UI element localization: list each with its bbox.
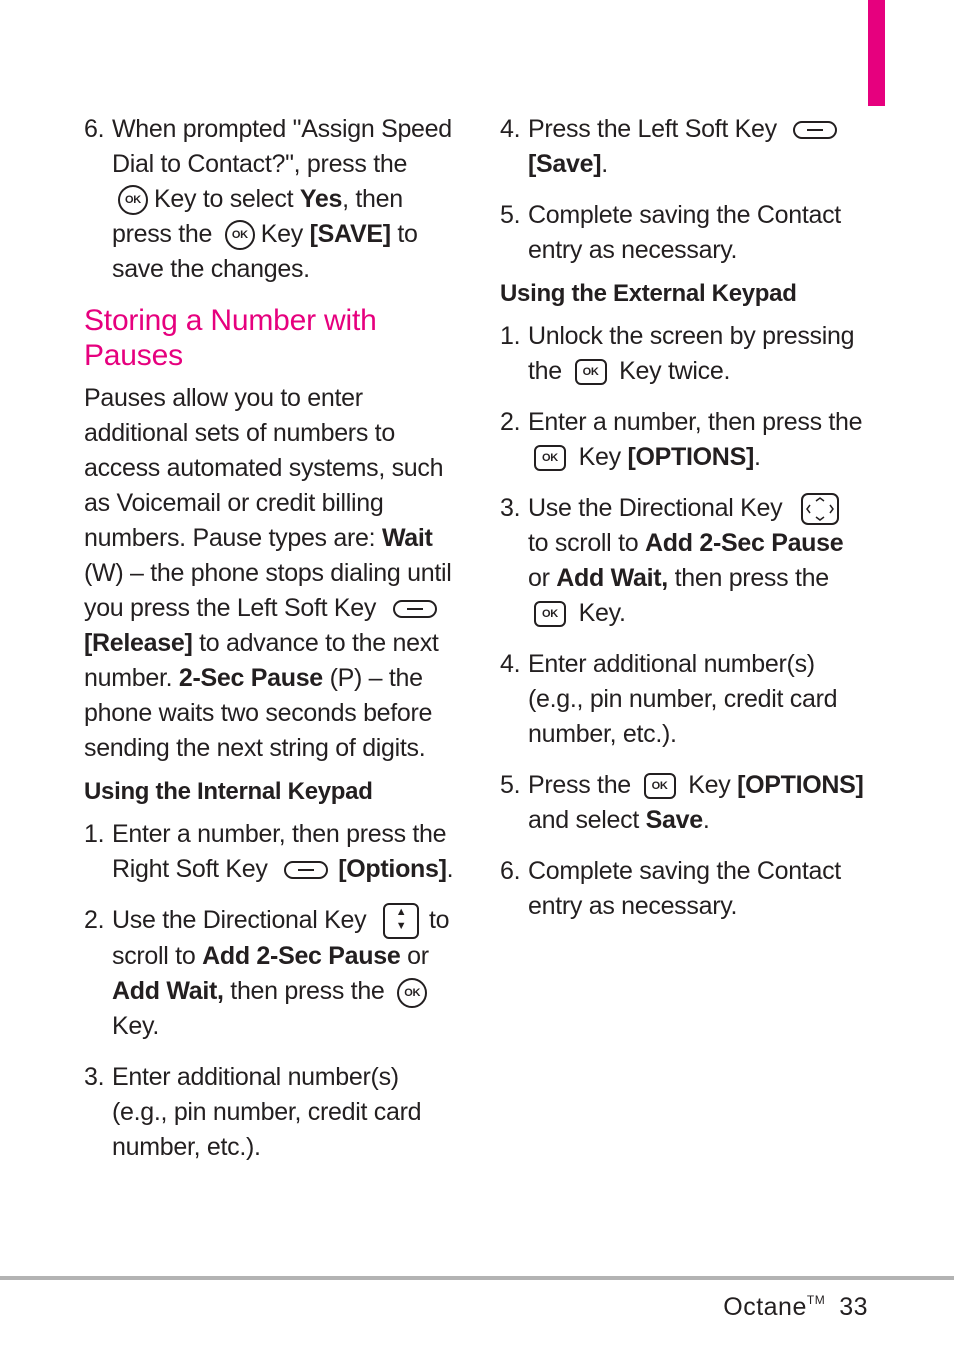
intro-paragraph bbox=[84, 381, 454, 766]
step-text: Use the Directional Key bbox=[528, 494, 783, 522]
page-number: 33 bbox=[839, 1293, 868, 1321]
step-text: Key bbox=[688, 771, 731, 799]
step-number: 5. bbox=[500, 201, 521, 229]
external-step-1 bbox=[500, 319, 870, 389]
step-number: 4. bbox=[500, 650, 521, 678]
add-wait-label: Add Wait, bbox=[112, 977, 224, 1006]
add-2-sec-pause-label: Add 2-Sec Pause bbox=[202, 942, 401, 971]
internal-step-2 bbox=[84, 903, 454, 1044]
step-text: Key. bbox=[112, 1012, 159, 1041]
external-step-3 bbox=[500, 491, 870, 631]
wait-label: Wait bbox=[381, 524, 433, 552]
step-number: 6. bbox=[84, 115, 105, 143]
step-text: Key. bbox=[578, 599, 626, 627]
options-label: [OPTIONS] bbox=[737, 771, 864, 799]
step-text: Enter additional number(s) (e.g., pin number, credit card number, etc.). bbox=[112, 1063, 422, 1162]
internal-step-4 bbox=[500, 112, 870, 182]
step-number: 1. bbox=[500, 322, 521, 350]
step-text: Unlock the screen by pressing the bbox=[528, 322, 855, 385]
options-label: [OPTIONS] bbox=[627, 443, 754, 471]
step-text: Complete saving the Contact entry as necessary. bbox=[528, 201, 841, 264]
directional-key-icon bbox=[383, 903, 419, 939]
ok-key-icon: OK bbox=[534, 445, 566, 471]
two-sec-pause-label: 2-Sec Pause bbox=[178, 664, 323, 692]
ok-key-icon: OK bbox=[534, 601, 566, 627]
option-yes: Yes bbox=[299, 185, 343, 213]
subheading-external: Using the External Keypad bbox=[500, 280, 797, 307]
directional-key-icon bbox=[801, 493, 839, 525]
step-number: 4. bbox=[500, 115, 521, 143]
step-text: . bbox=[601, 150, 608, 178]
step-6 bbox=[84, 112, 454, 287]
paragraph-text: Pauses allow you to enter additional sets of numbers to access automated systems, such as Voicemail or credit billing numbers. Pause types are: bbox=[84, 384, 444, 552]
save-label: Save bbox=[645, 806, 703, 834]
save-label: [SAVE] bbox=[309, 220, 391, 248]
paragraph-text: (P) – the phone waits two seconds before sending the next string of digits. bbox=[84, 664, 433, 762]
save-label: [Save] bbox=[528, 150, 602, 178]
ok-key-icon: OK bbox=[575, 359, 607, 385]
ok-key-icon: OK bbox=[644, 773, 676, 799]
add-2-sec-pause-label: Add 2-Sec Pause bbox=[645, 529, 844, 557]
external-step-2 bbox=[500, 405, 870, 475]
left-soft-key-icon bbox=[393, 600, 437, 618]
external-step-4 bbox=[500, 647, 870, 752]
step-text: to scroll to bbox=[112, 906, 450, 971]
step-text: Press the bbox=[528, 771, 631, 799]
step-text: Key twice. bbox=[619, 357, 731, 385]
internal-step-1 bbox=[84, 817, 454, 887]
paragraph-text: (W) – the phone stops dialing until you press the Left Soft Key bbox=[84, 559, 452, 622]
internal-step-5 bbox=[500, 198, 870, 268]
step-text: to save the changes. bbox=[112, 220, 418, 283]
up-arrow-icon: ▲ bbox=[395, 906, 407, 919]
down-arrow-icon: ▼ bbox=[395, 920, 407, 933]
page-footer bbox=[723, 1290, 868, 1324]
step-text: Enter a number, then press the bbox=[528, 408, 863, 436]
subheading-internal: Using the Internal Keypad bbox=[84, 778, 373, 805]
right-soft-key-icon bbox=[284, 861, 328, 879]
options-label: [Options] bbox=[338, 855, 447, 883]
right-column bbox=[500, 112, 870, 924]
step-text: Press the Left Soft Key bbox=[528, 115, 777, 143]
step-text: Enter a number, then press the Right Soft Key bbox=[112, 820, 447, 883]
product-name: Octane bbox=[723, 1293, 807, 1321]
step-text: , then press the bbox=[112, 185, 403, 248]
step-text: then press the bbox=[230, 977, 385, 1006]
section-heading: Storing a Number with Pauses bbox=[84, 304, 377, 372]
step-text: . bbox=[753, 443, 761, 471]
step-text: Complete saving the Contact entry as necessary. bbox=[528, 857, 841, 920]
step-text: Enter additional number(s) (e.g., pin number, credit card number, etc.). bbox=[528, 650, 838, 748]
ok-key-icon: OK bbox=[397, 978, 427, 1008]
accent-tab bbox=[868, 0, 885, 106]
add-wait-label: Add Wait, bbox=[556, 564, 668, 592]
step-text: When prompted "Assign Speed Dial to Contact?", press the bbox=[112, 115, 452, 178]
step-text: Key to select bbox=[154, 185, 294, 213]
step-number: 6. bbox=[500, 857, 521, 885]
step-text: then press the bbox=[674, 564, 829, 592]
external-step-5 bbox=[500, 768, 870, 838]
step-number: 3. bbox=[500, 494, 521, 522]
step-text: Key bbox=[260, 220, 303, 248]
footer-rule bbox=[0, 1276, 954, 1280]
trademark: TM bbox=[806, 1293, 826, 1307]
release-label: [Release] bbox=[84, 629, 193, 657]
step-text: and select bbox=[528, 806, 639, 834]
step-text: to scroll to bbox=[528, 529, 639, 557]
step-text: . bbox=[702, 806, 710, 834]
step-number: 2. bbox=[500, 408, 521, 436]
ok-key-icon: OK bbox=[118, 185, 148, 215]
step-text: Key bbox=[578, 443, 621, 471]
left-soft-key-icon bbox=[793, 121, 837, 139]
step-text: or bbox=[407, 942, 429, 971]
step-number: 2. bbox=[84, 906, 105, 934]
paragraph-text: to advance to the next number. bbox=[84, 629, 439, 692]
left-column bbox=[84, 112, 454, 1165]
ok-key-icon: OK bbox=[225, 220, 255, 250]
internal-step-3 bbox=[84, 1060, 454, 1165]
step-number: 1. bbox=[84, 820, 105, 848]
external-step-6 bbox=[500, 854, 870, 924]
step-text: . bbox=[446, 855, 454, 883]
step-number: 3. bbox=[84, 1063, 105, 1092]
step-text: or bbox=[528, 564, 550, 592]
step-text: Use the Directional Key bbox=[112, 906, 367, 934]
step-number: 5. bbox=[500, 771, 521, 799]
